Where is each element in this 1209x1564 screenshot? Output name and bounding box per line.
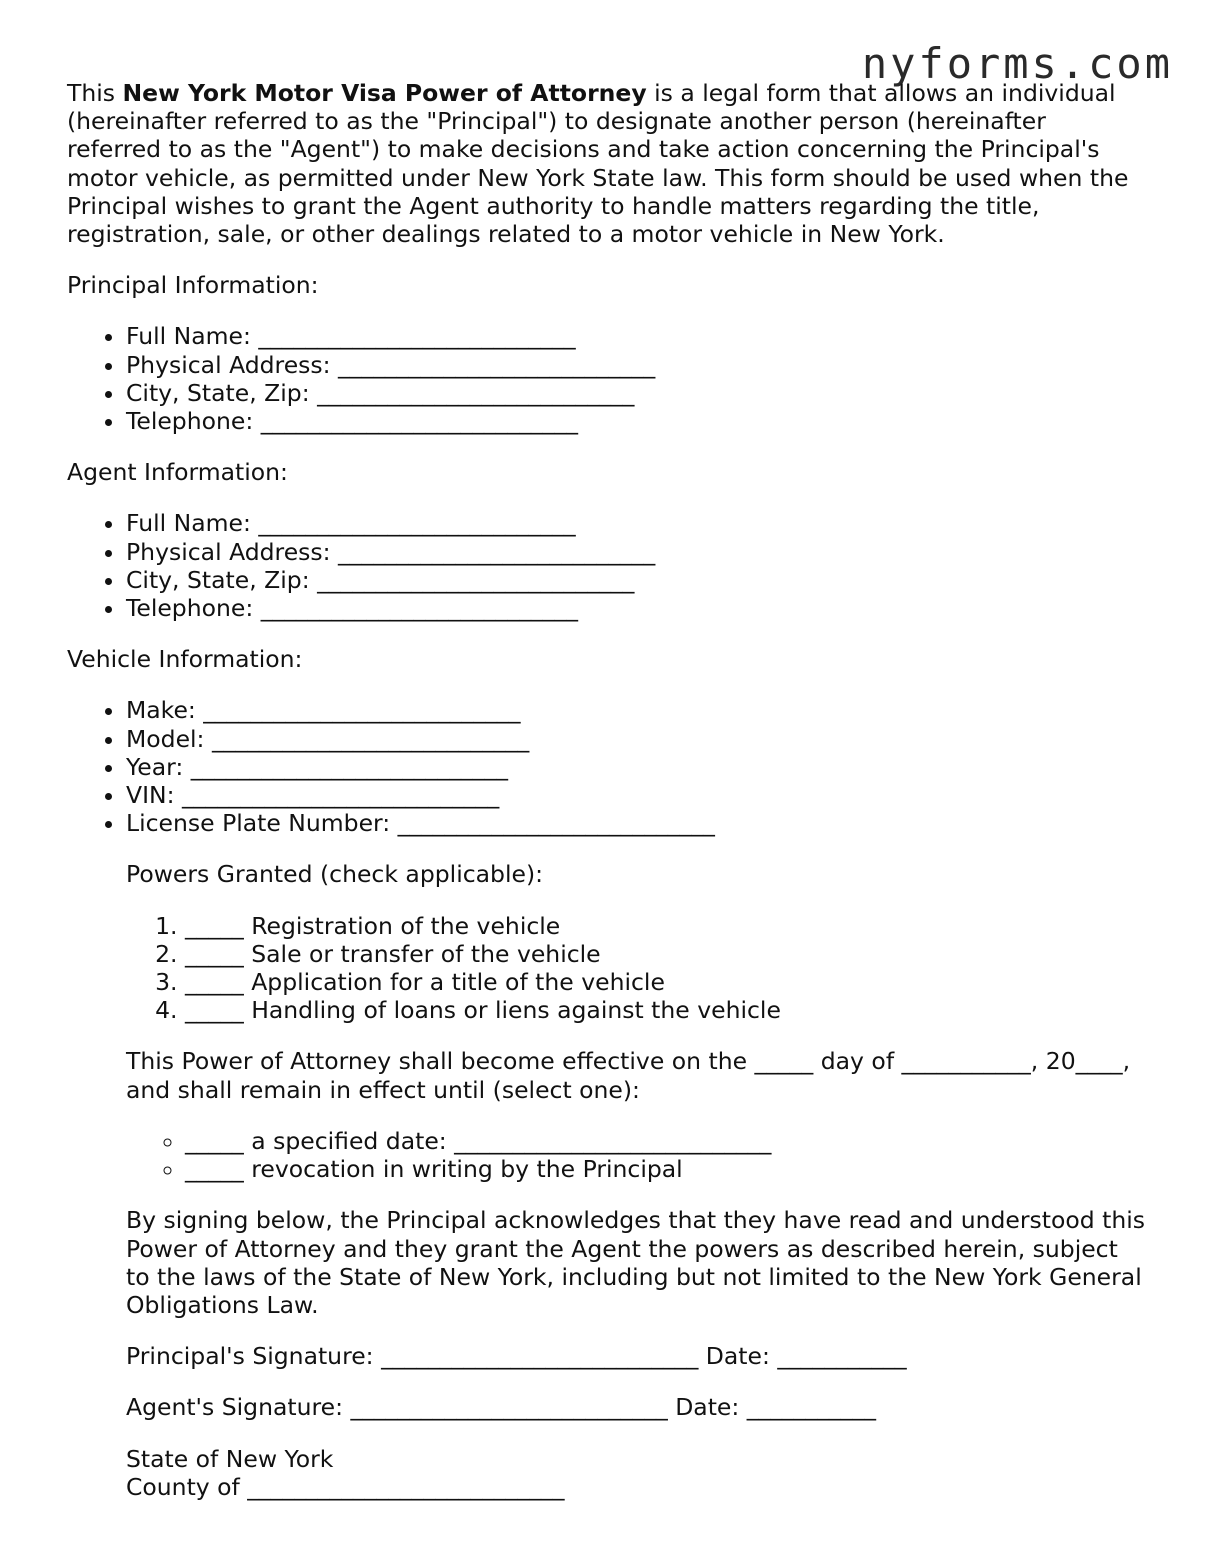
power-sale-transfer[interactable]: 2. _____ Sale or transfer of the vehicle (185, 940, 1147, 968)
vehicle-fields (67, 696, 1147, 837)
power-title-application[interactable]: 3. _____ Application for a title of the vehicle (185, 968, 1147, 996)
duration-specified-date[interactable]: ◦ _____ a specified date: ___________________________ (185, 1127, 1147, 1155)
watermark: nyforms.com (861, 39, 1173, 88)
intro-lead: This (67, 79, 123, 107)
agent-telephone-field[interactable]: • Telephone: ___________________________ (126, 594, 1147, 622)
agent-full-name-field[interactable]: • Full Name: ___________________________ (126, 509, 1147, 537)
agent-address-field[interactable]: • Physical Address: ___________________________ (126, 538, 1147, 566)
vehicle-plate-field[interactable]: • License Plate Number: ___________________________ (126, 809, 1147, 837)
vehicle-heading: Vehicle Information: (67, 645, 303, 674)
powers-list (126, 912, 1147, 1025)
power-registration[interactable]: 1. _____ Registration of the vehicle (185, 912, 1147, 940)
powers-heading: Powers Granted (check applicable): (126, 860, 544, 889)
effective-date-paragraph[interactable]: This Power of Attorney shall become effective on the _____ day of ___________, 20____, and shall remain in effect until (select one): (126, 1047, 1131, 1104)
intro-paragraph (67, 79, 1147, 248)
agent-heading: Agent Information: (67, 458, 288, 487)
indented-section (67, 860, 1147, 1500)
duration-revocation[interactable]: ◦ _____ revocation in writing by the Principal (185, 1155, 1147, 1183)
acknowledgment-paragraph: By signing below, the Principal acknowledges that they have read and understood this Power of Attorney and they grant the Agent the powers as described herein, subject to the laws of the State of New York, including but not limited to the New York General Obligations Law. (126, 1206, 1146, 1319)
document-body (67, 79, 1147, 1501)
notary-state: State of New York (126, 1444, 334, 1473)
power-loans-liens[interactable]: 4. _____ Handling of loans or liens against the vehicle (185, 996, 1147, 1024)
agent-fields (67, 509, 1147, 622)
intro-rest: is a legal form that allows an individual (hereinafter referred to as the "Principal") to designate another person (hereinafter referred to as the "Agent") to make decisions and take action concerning the Principal's motor vehicle, as permitted under New York State law. This form should be used when the Principal wishes to grant the Agent authority to handle matters regarding the title, registration, sale, or other dealings related to a motor vehicle in New York. (67, 79, 1129, 249)
principal-city-state-zip-field[interactable]: • City, State, Zip: ___________________________ (126, 379, 1147, 407)
vehicle-model-field[interactable]: • Model: ___________________________ (126, 725, 1147, 753)
principal-address-field[interactable]: • Physical Address: ___________________________ (126, 351, 1147, 379)
form-title: New York Motor Visa Power of Attorney (122, 79, 647, 107)
vehicle-vin-field[interactable]: • VIN: ___________________________ (126, 781, 1147, 809)
principal-signature-line[interactable]: Principal's Signature: ___________________________ Date: ___________ (126, 1342, 907, 1371)
principal-telephone-field[interactable]: • Telephone: ___________________________ (126, 407, 1147, 435)
duration-options (126, 1127, 1147, 1183)
principal-full-name-field[interactable]: • Full Name: ___________________________ (126, 322, 1147, 350)
agent-signature-line[interactable]: Agent's Signature: ___________________________ Date: ___________ (126, 1393, 877, 1422)
vehicle-make-field[interactable]: • Make: ___________________________ (126, 696, 1147, 724)
principal-fields (67, 322, 1147, 435)
vehicle-year-field[interactable]: • Year: ___________________________ (126, 753, 1147, 781)
notary-county-field[interactable]: County of ___________________________ (126, 1472, 565, 1501)
principal-heading: Principal Information: (67, 271, 319, 300)
agent-city-state-zip-field[interactable]: • City, State, Zip: ___________________________ (126, 566, 1147, 594)
